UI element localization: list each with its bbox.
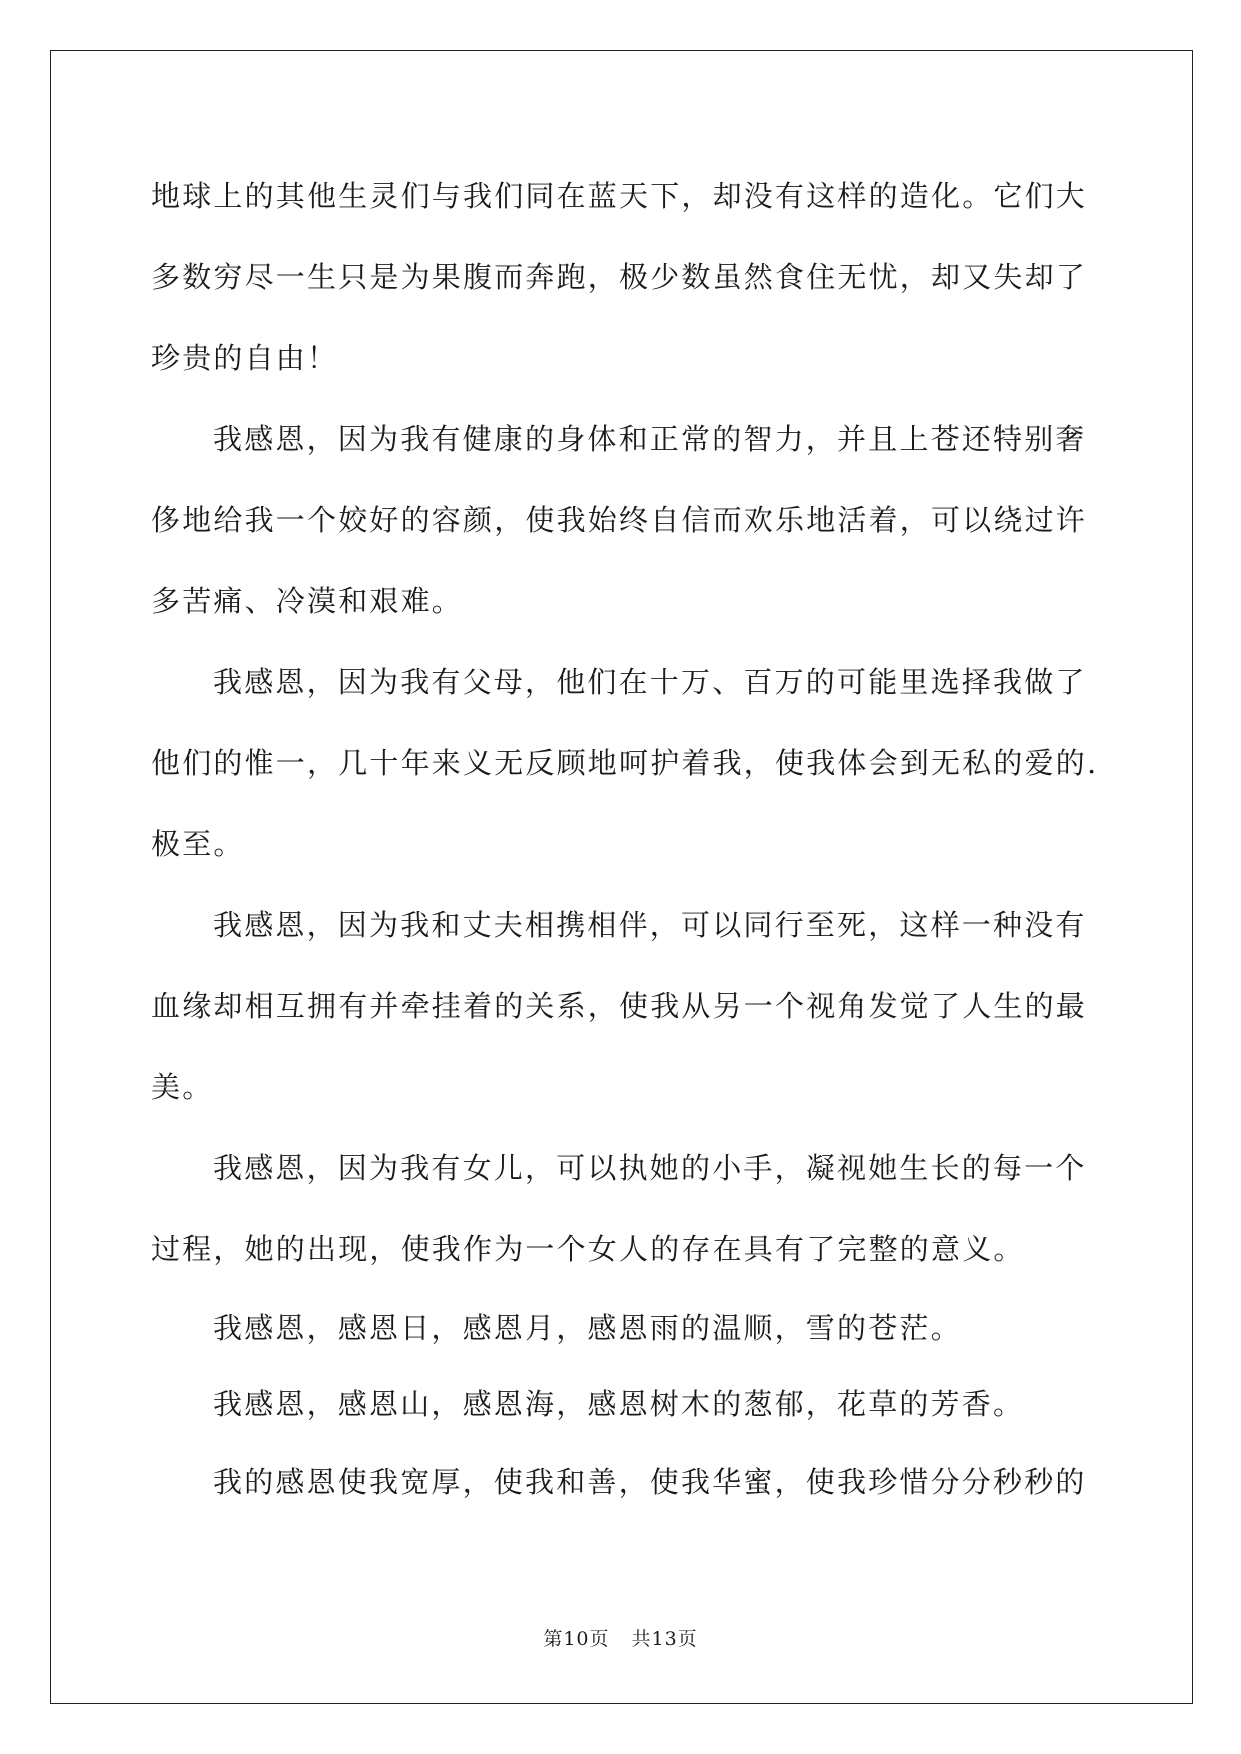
text-line: 侈地给我一个姣好的容颜，使我始终自信而欢乐地活着，可以绕过许 xyxy=(151,503,1088,537)
text-line: 美。 xyxy=(151,1070,214,1104)
page-footer xyxy=(0,1624,1241,1651)
text-line: 多数穷尽一生只是为果腹而奔跑，极少数虽然食住无忧，却又失却了 xyxy=(151,260,1088,294)
current-page-number: 第10页 xyxy=(543,1628,610,1650)
paragraph-start-line: 我感恩，因为我有女儿，可以执她的小手，凝视她生长的每一个 xyxy=(213,1151,1087,1185)
text-line: 多苦痛、冷漠和艰难。 xyxy=(151,584,464,618)
text-line: 珍贵的自由！ xyxy=(151,341,339,375)
paragraph-start-line: 我感恩，因为我有健康的身体和正常的智力，并且上苍还特别奢 xyxy=(213,422,1087,456)
text-line: 极至。 xyxy=(151,827,245,861)
paragraph-start-line: 我感恩，感恩日，感恩月，感恩雨的温顺，雪的苍茫。 xyxy=(213,1311,962,1345)
total-page-count: 共13页 xyxy=(631,1628,698,1650)
paragraph-start-line: 我感恩，因为我和丈夫相携相伴，可以同行至死，这样一种没有 xyxy=(213,908,1087,942)
document-body xyxy=(151,156,1099,1523)
text-line: 他们的惟一，几十年来义无反顾地呵护着我，使我体会到无私的爱的. xyxy=(151,746,1099,780)
text-line: 血缘却相互拥有并牵挂着的关系，使我从另一个视角发觉了人生的最 xyxy=(151,989,1088,1023)
text-line: 地球上的其他生灵们与我们同在蓝天下，却没有这样的造化。它们大 xyxy=(151,179,1088,213)
text-line: 过程，她的出现，使我作为一个女人的存在具有了完整的意义。 xyxy=(151,1232,1025,1266)
paragraph-start-line: 我的感恩使我宽厚，使我和善，使我华蜜，使我珍惜分分秒秒的 xyxy=(213,1465,1087,1499)
paragraph-start-line: 我感恩，感恩山，感恩海，感恩树木的葱郁，花草的芳香。 xyxy=(213,1387,1025,1421)
paragraph-start-line: 我感恩，因为我有父母，他们在十万、百万的可能里选择我做了 xyxy=(213,665,1087,699)
